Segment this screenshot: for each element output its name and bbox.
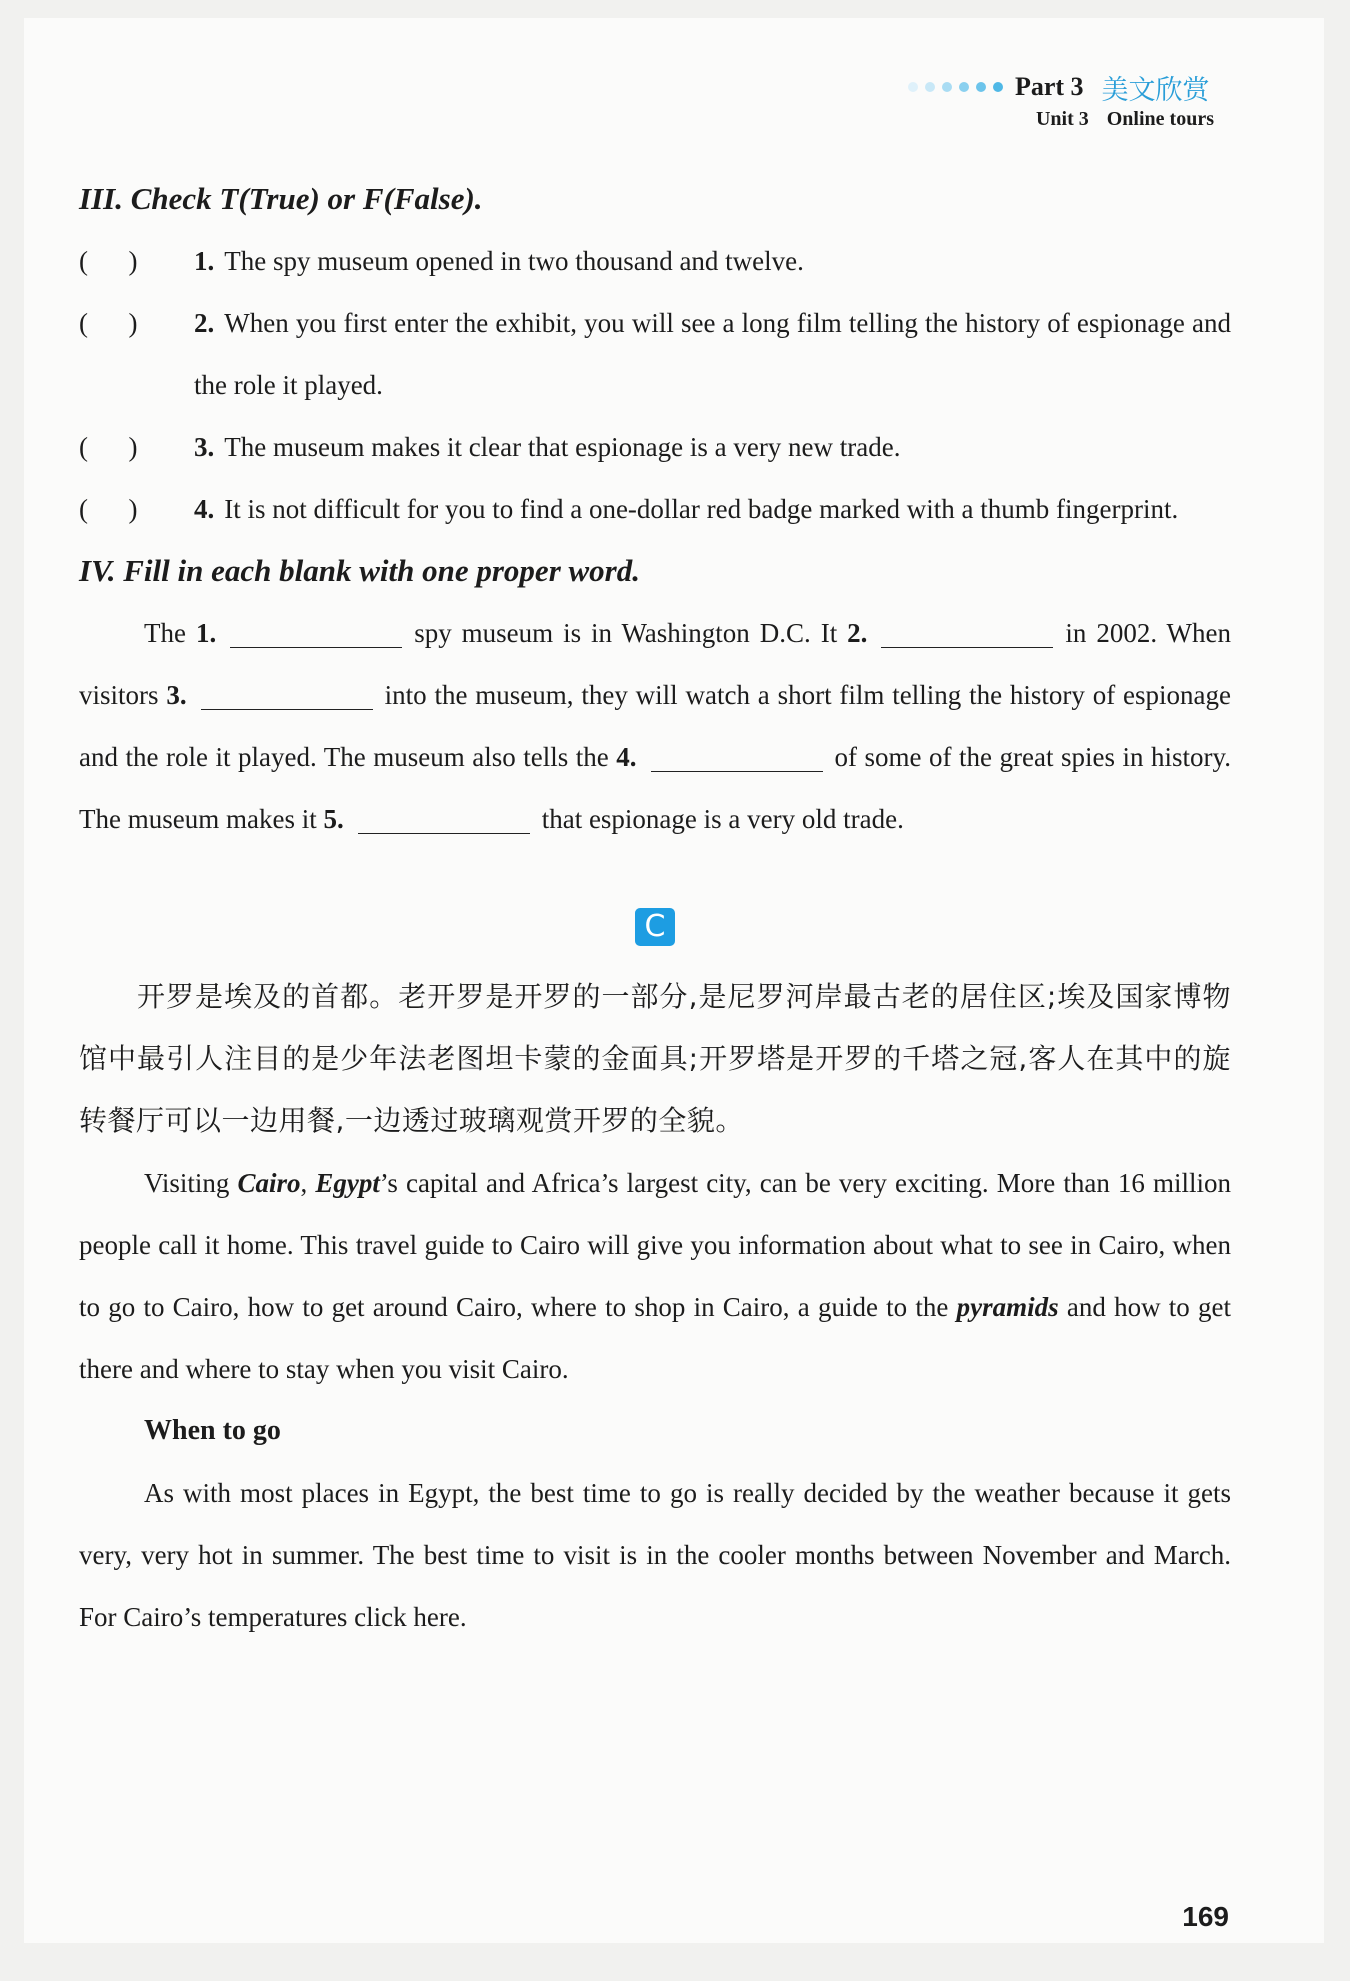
question-item — [79, 416, 1231, 478]
unit-label: Unit 3 — [1035, 108, 1089, 130]
keyword-cairo: Cairo — [237, 1168, 301, 1198]
section-4-heading: IV. Fill in each blank with one proper word. — [79, 553, 640, 588]
page-number: 169 — [1182, 1901, 1229, 1932]
question-item — [79, 478, 1231, 540]
dot-icon — [976, 82, 986, 92]
blank-number: 4. — [616, 742, 637, 772]
blank-1[interactable] — [230, 617, 402, 648]
passage-text: ’s capital and Africa’s largest city, can be very exciting. More than 16 million people call it home. This travel guide to Cairo will give you information about what to see in Cairo, when to go to Cairo, how to get around Cairo, where to shop in Cairo, a guide to the — [79, 1168, 1232, 1322]
question-text: The museum makes it clear that espionage is a very new trade. — [224, 432, 901, 462]
question-number: 3. — [194, 432, 215, 462]
passage-text: Visiting — [144, 1168, 230, 1198]
blank-number: 1. — [195, 618, 217, 648]
dot-icon — [942, 82, 952, 92]
question-number: 4. — [194, 494, 215, 524]
decorative-dots — [908, 82, 1003, 92]
blank-5[interactable] — [358, 803, 530, 834]
answer-paren[interactable]: ( ) — [79, 308, 138, 338]
passage-paragraph: As with most places in Egypt, the best time to go is really decided by the weather because it gets very, very hot in summer. The best time to visit is in the cooler months between November and March. For Cairo’s temperatures click here. — [79, 1478, 1231, 1632]
passage-paragraph — [79, 1152, 1231, 1400]
keyword-egypt: Egypt — [315, 1168, 380, 1198]
dot-icon — [959, 82, 969, 92]
chinese-intro: 开罗是埃及的首都。老开罗是开罗的一部分,是尼罗河岸最古老的居住区;埃及国家博物馆中最引人注目的是少年法老图坦卡蒙的金面具;开罗塔是开罗的千塔之冠,客人在其中的旋转餐厅可以一边用餐,一边透过玻璃观赏开罗的全貌。 — [79, 980, 1231, 1137]
question-number: 1. — [194, 246, 215, 276]
blank-4[interactable] — [651, 741, 823, 772]
blank-3[interactable] — [201, 679, 373, 710]
blank-number: 2. — [847, 618, 868, 648]
dot-icon — [993, 82, 1003, 92]
dot-icon — [925, 82, 935, 92]
part-label: Part 3 — [1014, 72, 1084, 101]
question-item — [79, 230, 1231, 292]
question-text: When you first enter the exhibit, you will see a long film telling the history of espionage and the role it played. — [194, 308, 1231, 400]
subheading-when-to-go: When to go — [144, 1415, 281, 1446]
passage-c-badge: C — [635, 908, 675, 946]
passage-text: and how to get there and where to stay when you visit Cairo. — [79, 1292, 1232, 1384]
page — [24, 18, 1324, 1943]
question-number: 2. — [194, 308, 215, 338]
cloze-paragraph — [79, 602, 1231, 850]
dot-icon — [908, 82, 918, 92]
cloze-text: that espionage is a very old trade. — [541, 804, 904, 834]
section-3-heading: III. Check T(True) or F(False). — [79, 181, 483, 216]
blank-2[interactable] — [881, 617, 1053, 648]
blank-number: 5. — [323, 804, 344, 834]
cloze-text: of some of the great spies in history. The museum makes it — [79, 742, 1232, 834]
running-header — [908, 70, 1214, 131]
passage-text: , — [300, 1168, 308, 1198]
cloze-text: The — [144, 618, 186, 648]
unit-title: Online tours — [1106, 108, 1214, 130]
section-title-cn: 美文欣赏 — [1101, 74, 1210, 106]
cloze-text: into the museum, they will watch a short film telling the history of espionage and the role it played. The museum also tells the — [79, 680, 1232, 772]
question-text: The spy museum opened in two thousand and twelve. — [224, 246, 804, 276]
blank-number: 3. — [166, 680, 187, 710]
cloze-text: in 2002. When visitors — [79, 618, 1232, 710]
main-content — [79, 168, 1231, 1648]
keyword-pyramids: pyramids — [956, 1292, 1059, 1322]
answer-paren[interactable]: ( ) — [79, 432, 138, 462]
answer-paren[interactable]: ( ) — [79, 246, 138, 276]
cloze-text: spy museum is in Washington D.C. It — [414, 618, 838, 648]
question-text: It is not difficult for you to find a one-dollar red badge marked with a thumb fingerprint. — [224, 494, 1179, 524]
question-item — [79, 292, 1231, 416]
answer-paren[interactable]: ( ) — [79, 494, 138, 524]
